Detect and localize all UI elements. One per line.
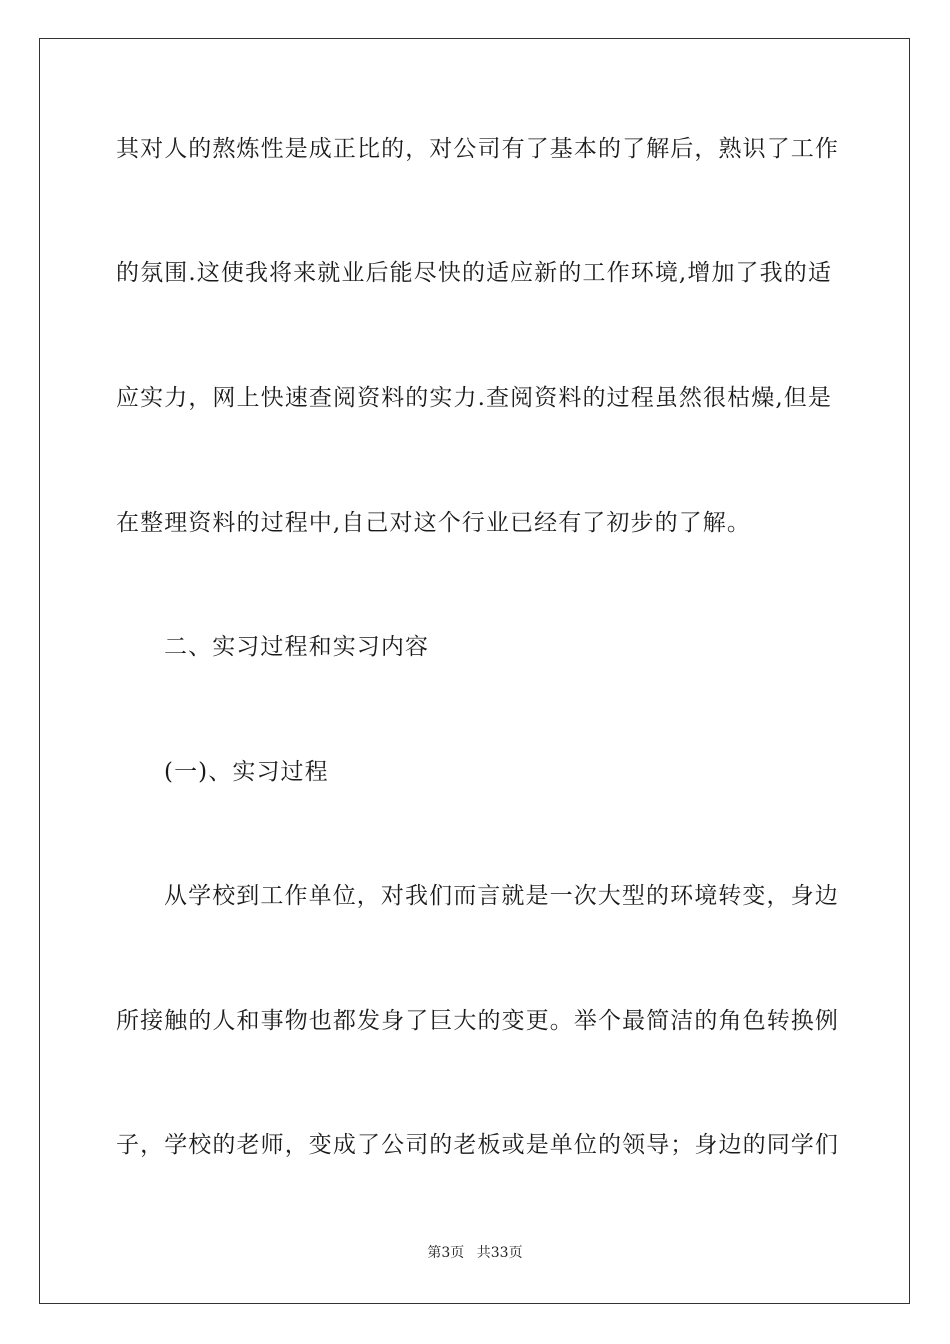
body-line-3: 子，学校的老师，变成了公司的老板或是单位的领导；身边的同学们 [116,1132,839,1158]
paragraph-line-3: 应实力，网上快速查阅资料的实力.查阅资料的过程虽然很枯燥,但是 [116,385,832,411]
page-border [39,38,910,1304]
section-heading: 二、实习过程和实习内容 [164,634,430,660]
paragraph-line-4: 在整理资料的过程中,自己对这个行业已经有了初步的了解。 [116,510,752,536]
body-line-1: 从学校到工作单位，对我们而言就是一次大型的环境转变，身边 [164,883,839,909]
paragraph-line-2: 的氛围.这使我将来就业后能尽快的适应新的工作环境,增加了我的适 [116,260,832,286]
body-line-2: 所接触的人和事物也都发身了巨大的变更。举个最简洁的角色转换例 [116,1008,839,1034]
page-number: 第3页 [427,1245,465,1261]
page-footer [0,1244,950,1262]
paragraph-line-1: 其对人的熬炼性是成正比的，对公司有了基本的了解后，熟识了工作 [116,136,839,162]
total-pages: 共33页 [476,1245,523,1261]
subsection-heading: (一)、实习过程 [164,759,329,785]
